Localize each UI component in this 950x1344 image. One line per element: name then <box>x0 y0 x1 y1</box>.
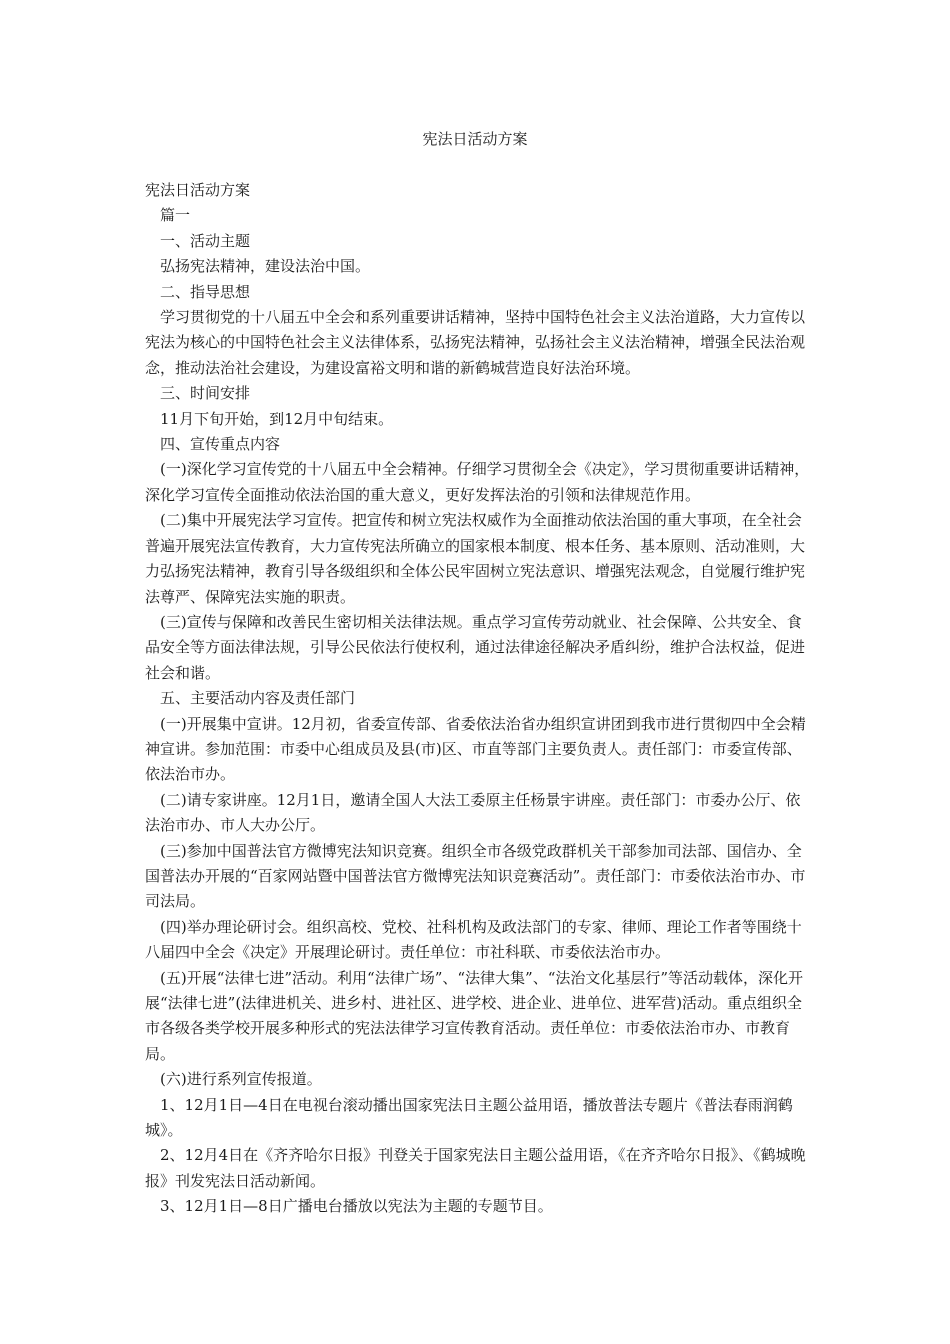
document-body <box>145 178 815 1220</box>
paragraph: (一)深化学习宣传党的十八届五中全会精神。仔细学习贯彻全会《决定》，学习贯彻重要讲话精神，深化学习宣传全面推动依法治国的重大意义，更好发挥法治的引领和法律规范作用。 <box>145 460 810 504</box>
paragraph: 3、12月1日—8日广播电台播放以宪法为主题的专题节目。 <box>160 1197 553 1216</box>
paragraph: 四、宣传重点内容 <box>160 435 281 454</box>
paragraph: (一)开展集中宣讲。12月初，省委宣传部、省委依法治省办组织宣讲团到我市进行贯彻四中全会精神宣讲。参加范围：市委中心组成员及县(市)区、市直等部门主要负责人。责任部门：市委宣传部、依法治市办。 <box>145 714 806 784</box>
paragraph: (二)集中开展宪法学习宣传。把宣传和树立宪法权威作为全面推动依法治国的重大事项，在全社会普遍开展宪法宣传教育，大力宣传宪法所确立的国家根本制度、根本任务、基本原则、活动准则，大力弘扬宪法精神，教育引导各级组织和全体公民牢固树立宪法意识、增强宪法观念，自觉履行维护宪法尊严、保障宪法实施的职责。 <box>145 511 806 606</box>
paragraph: (二)请专家讲座。12月1日，邀请全国人大法工委原主任杨景宇讲座。责任部门：市委办公厅、依法治市办、市人大办公厅。 <box>145 790 801 835</box>
paragraph: 宪法日活动方案 <box>145 181 251 199</box>
paragraph: (四)举办理论研讨会。组织高校、党校、社科机构及政法部门的专家、律师、理论工作者等围绕十八届四中全会《决定》开展理论研讨。责任单位：市社科联、市委依法治市办。 <box>145 917 802 962</box>
paragraph: (五)开展“法律七进”活动。利用“法律广场”、“法律大集”、“法治文化基层行”等活动载体，深化开展“法律七进”(法律进机关、进乡村、进社区、进学校、进企业、进单位、进军营)活动。重点组织全市各级各类学校开展多种形式的宪法法律学习宣传教育活动。责任单位：市委依法治市办、市教育局。 <box>145 968 804 1063</box>
paragraph: 五、主要活动内容及责任部门 <box>160 689 356 708</box>
paragraph: 学习贯彻党的十八届五中全会和系列重要讲话精神，坚持中国特色社会主义法治道路，大力宣传以宪法为核心的中国特色社会主义法律体系，弘扬宪法精神，弘扬社会主义法治精神，增强全民法治观念，推动法治社会建设，为建设富裕文明和谐的新鹤城营造良好法治环境。 <box>145 308 806 377</box>
paragraph: 篇一 <box>160 206 191 225</box>
paragraph: 三、时间安排 <box>160 384 251 403</box>
paragraph: (三)参加中国普法官方微博宪法知识竞赛。组织全市各级党政群机关干部参加司法部、国信办、全国普法办开展的“百家网站暨中国普法官方微博宪法知识竞赛活动”。责任部门：市委依法治市办、市司法局。 <box>145 841 806 911</box>
paragraph: 二、指导思想 <box>160 282 251 301</box>
paragraph: 一、活动主题 <box>160 231 251 250</box>
paragraph: (三)宣传与保障和改善民生密切相关法律法规。重点学习宣传劳动就业、社会保障、公共安全、食品安全等方面法律法规，引导公民依法行使权利，通过法律途径解决矛盾纠纷，维护合法权益，促进社会和谐。 <box>145 612 806 682</box>
paragraph: 弘扬宪法精神，建设法治中国。 <box>160 257 371 276</box>
paragraph: 1、12月1日—4日在电视台滚动播出国家宪法日主题公益用语，播放普法专题片《普法春雨润鹤城》。 <box>145 1095 793 1140</box>
paragraph: 11月下旬开始，到12月中旬结束。 <box>160 409 394 428</box>
document-title: 宪法日活动方案 <box>422 130 528 148</box>
paragraph: 2、12月4日在《齐齐哈尔日报》刊登关于国家宪法日主题公益用语，《在齐齐哈尔日报》、《鹤城晚报》刊发宪法日活动新闻。 <box>145 1146 806 1190</box>
paragraph: (六)进行系列宣传报道。 <box>160 1070 322 1089</box>
